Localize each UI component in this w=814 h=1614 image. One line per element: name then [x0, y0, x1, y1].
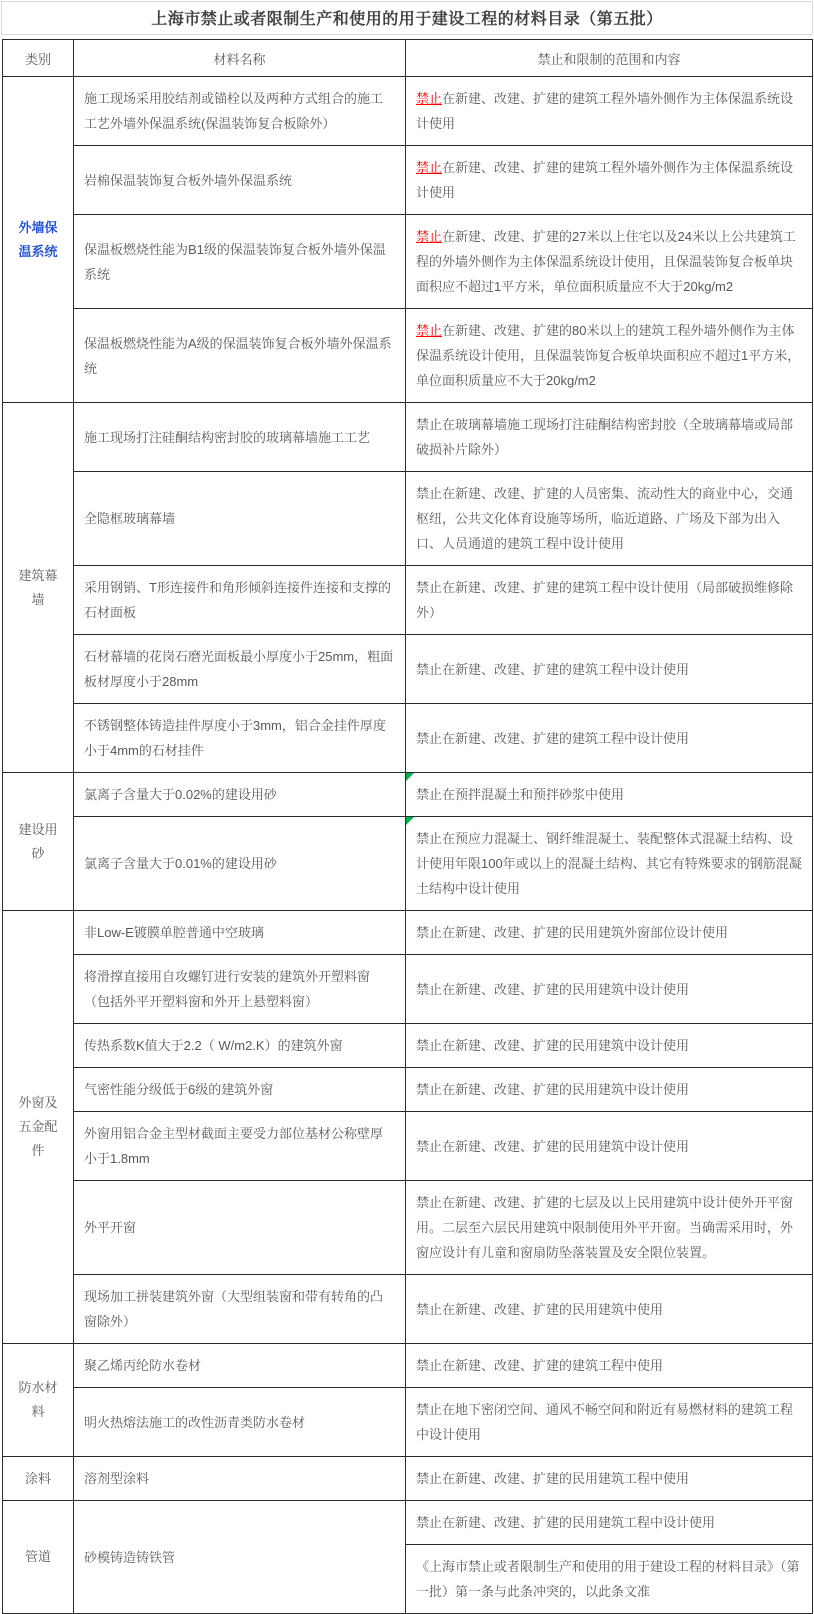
scope-cell: 禁止在新建、改建、扩建的民用建筑中设计使用	[406, 955, 813, 1024]
ban-prefix: 禁止	[416, 160, 443, 175]
table-row	[3, 817, 813, 911]
table-row	[3, 1024, 813, 1068]
material-cell: 砂模铸造铸铁管	[74, 1501, 406, 1614]
scope-cell: 禁止在新建、改建、扩建的建筑工程中使用	[406, 1344, 813, 1388]
scope-cell: 禁止在新建、改建、扩建的建筑工程中设计使用（局部破损维修除外）	[406, 566, 813, 635]
scope-cell: 《上海市禁止或者限制生产和使用的用于建设工程的材料目录》（第一批）第一条与此条冲突的，以此条文准	[406, 1545, 813, 1614]
table-row	[3, 146, 813, 215]
table-row	[3, 1112, 813, 1181]
table-row	[3, 77, 813, 146]
category-cell: 建设用砂	[3, 773, 74, 911]
material-cell: 石材幕墙的花岗石磨光面板最小厚度小于25mm，粗面板材厚度小于28mm	[74, 635, 406, 704]
table-row	[3, 955, 813, 1024]
table-row	[3, 472, 813, 566]
ban-prefix: 禁止	[416, 91, 443, 106]
material-cell: 全隐框玻璃幕墙	[74, 472, 406, 566]
scope-cell: 禁止在新建、改建、扩建的民用建筑中设计使用	[406, 1112, 813, 1181]
category-cell: 外墙保温系统	[3, 77, 74, 403]
scope-cell: 禁止在新建、改建、扩建的建筑工程外墙外侧作为主体保温系统设计使用	[406, 146, 813, 215]
material-cell: 外平开窗	[74, 1181, 406, 1275]
scope-cell: 禁止在新建、改建、扩建的27米以上住宅以及24米以上公共建筑工程的外墙外侧作为主体保温系统设计使用，且保温装饰复合板单块面积应不超过1平方米，单位面积质量应不大于20kg/m2	[406, 215, 813, 309]
material-cell: 将滑撑直接用自攻螺钉进行安装的建筑外开塑料窗（包括外平开塑料窗和外开上悬塑料窗）	[74, 955, 406, 1024]
table-row	[3, 704, 813, 773]
category-cell: 涂料	[3, 1457, 74, 1501]
material-cell: 保温板燃烧性能为A级的保温装饰复合板外墙外保温系统	[74, 309, 406, 403]
material-cell: 采用钢销、T形连接件和角形倾斜连接件连接和支撑的石材面板	[74, 566, 406, 635]
table-row	[3, 1457, 813, 1501]
scope-cell: 禁止在预应力混凝土、钢纤维混凝土、装配整体式混凝土结构、设计使用年限100年或以上的混凝土结构、其它有特殊要求的钢筋混凝土结构中设计使用	[406, 817, 813, 911]
scope-cell: 禁止在新建、改建、扩建的人员密集、流动性大的商业中心，交通枢纽，公共文化体育设施等场所，临近道路、广场及下部为出入口、人员通道的建筑工程中设计使用	[406, 472, 813, 566]
category-cell: 建筑幕墙	[3, 403, 74, 773]
category-cell: 外窗及五金配件	[3, 911, 74, 1344]
table-body	[3, 77, 813, 1614]
scope-cell: 禁止在新建、改建、扩建的民用建筑外窗部位设计使用	[406, 911, 813, 955]
green-corner-marker	[406, 817, 414, 825]
category-cell: 管道	[3, 1501, 74, 1614]
table-row	[3, 1344, 813, 1388]
table-row	[3, 911, 813, 955]
material-cell: 现场加工拼装建筑外窗（大型组装窗和带有转角的凸窗除外）	[74, 1275, 406, 1344]
material-cell: 传热系数K值大于2.2（ W/m2.K）的建筑外窗	[74, 1024, 406, 1068]
green-corner-marker	[406, 773, 414, 781]
header-restriction-scope: 禁止和限制的范围和内容	[406, 40, 813, 77]
table-row	[3, 215, 813, 309]
material-cell: 外窗用铝合金主型材截面主要受力部位基材公称壁厚小于1.8mm	[74, 1112, 406, 1181]
table-row	[3, 635, 813, 704]
material-cell: 明火热熔法施工的改性沥青类防水卷材	[74, 1388, 406, 1457]
material-cell: 保温板燃烧性能为B1级的保温装饰复合板外墙外保温系统	[74, 215, 406, 309]
scope-cell: 禁止在新建、改建、扩建的80米以上的建筑工程外墙外侧作为主体保温系统设计使用，且保温装饰复合板单块面积应不超过1平方米，单位面积质量应不大于20kg/m2	[406, 309, 813, 403]
ban-prefix: 禁止	[416, 323, 443, 338]
table-header	[3, 40, 813, 77]
material-cell: 聚乙烯丙纶防水卷材	[74, 1344, 406, 1388]
scope-cell: 禁止在新建、改建、扩建的建筑工程外墙外侧作为主体保温系统设计使用	[406, 77, 813, 146]
material-cell: 溶剂型涂料	[74, 1457, 406, 1501]
page-title: 上海市禁止或者限制生产和使用的用于建设工程的材料目录（第五批）	[1, 1, 813, 35]
table-row	[3, 773, 813, 817]
scope-cell: 禁止在新建、改建、扩建的七层及以上民用建筑中设计使外开平窗用。二层至六层民用建筑中限制使用外平开窗。当确需采用时，外窗应设计有儿童和窗扇防坠落装置及安全限位装置。	[406, 1181, 813, 1275]
scope-cell: 禁止在玻璃幕墙施工现场打注硅酮结构密封胶（全玻璃幕墙或局部破损补片除外）	[406, 403, 813, 472]
header-material-name: 材料名称	[74, 40, 406, 77]
materials-catalog-table	[2, 39, 813, 1614]
table-row	[3, 1068, 813, 1112]
scope-cell: 禁止在新建、改建、扩建的建筑工程中设计使用	[406, 635, 813, 704]
scope-cell: 禁止在新建、改建、扩建的建筑工程中设计使用	[406, 704, 813, 773]
table-row	[3, 1275, 813, 1344]
table-row	[3, 403, 813, 472]
table-row	[3, 1388, 813, 1457]
table-row	[3, 1501, 813, 1545]
material-cell: 气密性能分级低于6级的建筑外窗	[74, 1068, 406, 1112]
ban-prefix: 禁止	[416, 229, 443, 244]
material-cell: 氯离子含量大于0.01%的建设用砂	[74, 817, 406, 911]
category-cell: 防水材料	[3, 1344, 74, 1457]
header-category: 类别	[3, 40, 74, 77]
table-row	[3, 309, 813, 403]
material-cell: 非Low-E镀膜单腔普通中空玻璃	[74, 911, 406, 955]
header-row	[3, 40, 813, 77]
material-cell: 不锈钢整体铸造挂件厚度小于3mm，铝合金挂件厚度小于4mm的石材挂件	[74, 704, 406, 773]
scope-cell: 禁止在新建、改建、扩建的民用建筑中设计使用	[406, 1068, 813, 1112]
scope-cell: 禁止在新建、改建、扩建的民用建筑中设计使用	[406, 1024, 813, 1068]
scope-cell: 禁止在预拌混凝土和预拌砂浆中使用	[406, 773, 813, 817]
material-cell: 岩棉保温装饰复合板外墙外保温系统	[74, 146, 406, 215]
scope-cell: 禁止在新建、改建、扩建的民用建筑工程中使用	[406, 1457, 813, 1501]
material-cell: 施工现场打注硅酮结构密封胶的玻璃幕墙施工工艺	[74, 403, 406, 472]
scope-cell: 禁止在新建、改建、扩建的民用建筑中使用	[406, 1275, 813, 1344]
table-row	[3, 1181, 813, 1275]
material-cell: 氯离子含量大于0.02%的建设用砂	[74, 773, 406, 817]
scope-cell: 禁止在新建、改建、扩建的民用建筑工程中设计使用	[406, 1501, 813, 1545]
material-cell: 施工现场采用胶结剂或锚栓以及两种方式组合的施工工艺外墙外保温系统(保温装饰复合板除外）	[74, 77, 406, 146]
table-row	[3, 566, 813, 635]
scope-cell: 禁止在地下密闭空间、通风不畅空间和附近有易燃材料的建筑工程中设计使用	[406, 1388, 813, 1457]
